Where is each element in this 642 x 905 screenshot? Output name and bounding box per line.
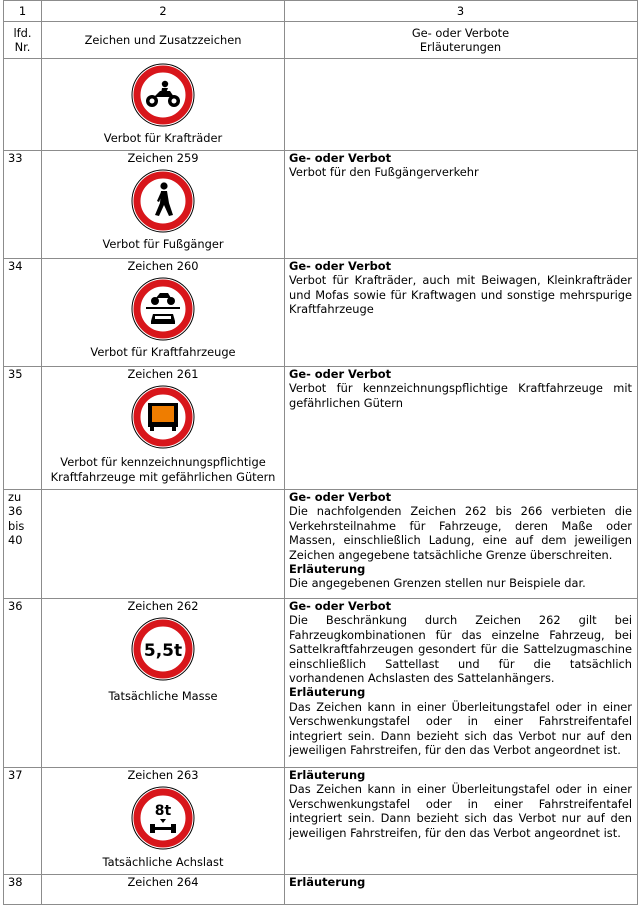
rule-heading: Ge- oder Verbot — [289, 151, 392, 165]
rule-text: Die angegebenen Grenzen stellen nur Beispiele dar. — [289, 576, 586, 591]
header-verbote: Ge- oder Verbote Erläuterungen — [285, 22, 638, 59]
rule-cell — [285, 367, 638, 490]
motor-vehicles-prohibited-sign-icon — [130, 276, 196, 342]
sign-label: Zeichen 263 — [127, 768, 199, 782]
rule-cell — [285, 599, 638, 768]
rule-cell — [285, 768, 638, 875]
rule-cell — [285, 490, 638, 599]
table-row — [4, 367, 638, 490]
row-number: 37 — [4, 768, 42, 875]
dangerous-goods-prohibited-sign-icon — [130, 384, 196, 450]
rule-text: Die nachfolgenden Zeichen 262 bis 266 verbieten die Verkehrsteilnahme für Fahrzeuge, deren Maße oder Massen, einschließlich Ladung, eine auf dem jeweiligen Zeichen angegebene tatsächliche Grenze überschreiten. — [289, 504, 632, 562]
row-number: 38 — [4, 875, 42, 905]
row-number: zu 36 bis 40 — [4, 490, 42, 599]
sign-cell — [42, 768, 285, 875]
motorcycle-prohibited-sign-icon — [130, 62, 196, 128]
rule-text: Das Zeichen kann in einer Überleitungstafel oder in einer Verschwenkungstafel oder in einer Fahrstreifentafel integriert sein. Dann bezieht sich das Verbot nur auf den jeweiligen Fahrstreifen, für den das Verbot angeordnet ist. — [289, 782, 632, 840]
rule-cell — [285, 259, 638, 367]
regulation-table — [3, 0, 638, 905]
row-number: 34 — [4, 259, 42, 367]
pedestrian-prohibited-sign-icon — [130, 168, 196, 234]
column-number-row — [4, 1, 638, 22]
rule-heading: Erläuterung — [289, 685, 366, 700]
rule-text: Verbot für kennzeichnungspflichtige Kraftfahrzeuge mit gefährlichen Gütern — [289, 381, 632, 410]
table-row — [4, 599, 638, 768]
col-number-1: 1 — [4, 1, 42, 22]
row-number: 36 — [4, 599, 42, 768]
sign-caption-line: Verbot für kennzeichnungspflichtige — [60, 455, 266, 470]
rule-text: Die Beschränkung durch Zeichen 262 gilt bei Fahrzeugkombinationen für das einzelne Fahrzeug, bei Sattelkraftfahrzeugen gesondert für die Sattelzugmaschine einschließlich Sattellast und für die tatsächlich vorhandenen Achslasten des Sattelanhängers. — [289, 613, 632, 686]
table-row — [4, 59, 638, 151]
header-lfd-nr: lfd. Nr. — [4, 22, 42, 59]
sign-caption: Tatsächliche Masse — [108, 689, 218, 704]
table-row — [4, 875, 638, 905]
sign-cell — [42, 59, 285, 151]
row-number: 33 — [4, 151, 42, 259]
sign-cell — [42, 259, 285, 367]
sign-label: Zeichen 262 — [127, 599, 199, 613]
sign-cell — [42, 490, 285, 599]
header-zeichen: Zeichen und Zusatzzeichen — [42, 22, 285, 59]
axle-load-limit-sign-icon — [130, 785, 196, 851]
sign-caption: Tatsächliche Achslast — [102, 855, 224, 870]
sign-cell — [42, 875, 285, 905]
rule-heading: Ge- oder Verbot — [289, 367, 392, 381]
sign-caption: Verbot für Kraftfahrzeuge — [90, 345, 236, 360]
sign-label: Zeichen 260 — [127, 259, 199, 273]
sign-label: Zeichen 264 — [127, 875, 199, 889]
weight-limit-value: 5,5t — [143, 641, 183, 662]
sign-label: Zeichen 261 — [127, 367, 199, 381]
sign-label: Zeichen 259 — [127, 151, 199, 165]
row-number: 35 — [4, 367, 42, 490]
sign-caption-line: Kraftfahrzeuge mit gefährlichen Gütern — [50, 469, 276, 484]
rule-cell — [285, 151, 638, 259]
rule-text: Verbot für den Fußgängerverkehr — [289, 165, 479, 180]
rule-text: Das Zeichen kann in einer Überleitungstafel oder in einer Verschwenkungstafel oder in einer Fahrstreifentafel integriert sein. Dann bezieht sich das Verbot nur auf den jeweiligen Fahrstreifen, für den das Verbot angeordnet ist. — [289, 699, 632, 758]
rule-text: Verbot für Krafträder, auch mit Beiwagen, Kleinkrafträder und Mofas sowie für Kraftwagen und sonstige mehrspurige Kraftfahrzeuge — [289, 273, 632, 317]
rule-heading: Ge- oder Verbot — [289, 259, 392, 273]
rule-heading: Erläuterung — [289, 768, 366, 782]
table-row — [4, 151, 638, 259]
table-row — [4, 768, 638, 875]
header-row — [4, 22, 638, 59]
rule-heading: Erläuterung — [289, 562, 366, 577]
rule-heading: Ge- oder Verbot — [289, 490, 392, 504]
weight-limit-sign-icon — [130, 616, 196, 682]
table-row — [4, 259, 638, 367]
col-number-2: 2 — [42, 1, 285, 22]
row-number — [4, 59, 42, 151]
col-number-3: 3 — [285, 1, 638, 22]
sign-cell — [42, 367, 285, 490]
rule-cell — [285, 875, 638, 905]
rule-cell — [285, 59, 638, 151]
rule-heading: Ge- oder Verbot — [289, 599, 392, 613]
sign-cell — [42, 599, 285, 768]
table-row — [4, 490, 638, 599]
rule-heading: Erläuterung — [289, 875, 366, 889]
sign-caption: Verbot für Fußgänger — [102, 237, 224, 252]
axle-load-value: 8t — [154, 803, 172, 820]
sign-caption: Verbot für Krafträder — [103, 131, 223, 145]
sign-cell — [42, 151, 285, 259]
